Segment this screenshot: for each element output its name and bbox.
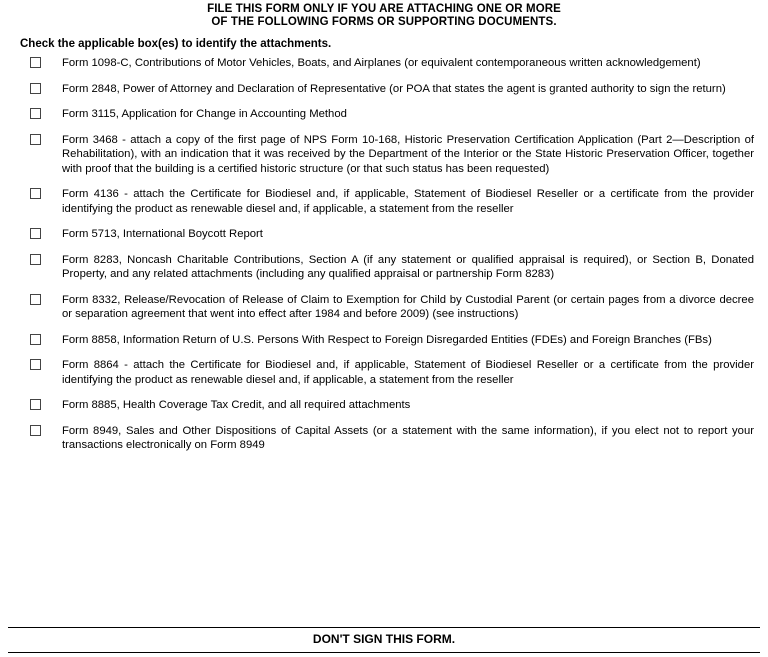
- checkbox-form-8885[interactable]: [30, 399, 41, 410]
- list-item-label: Form 8949, Sales and Other Dispositions of Capital Assets (or a statement with the same information), if you elect not to report your transactions electronically on Form 8949: [62, 424, 754, 451]
- list-item[interactable]: [8, 358, 760, 387]
- checkbox-cell: [8, 398, 62, 410]
- list-item[interactable]: [8, 56, 760, 71]
- list-item-label: Form 3468 - attach a copy of the first page of NPS Form 10-168, Historic Preservation Certification Application (Part 2—Description of Rehabilitation), with an indication that it was received by the Department of the Interior or the State Historic Preservation Officer, together with proof that the building is a certified historic structure (or that such status has been requested): [62, 133, 754, 175]
- checkbox-cell: [8, 82, 62, 94]
- checkbox-cell: [8, 358, 62, 370]
- list-item[interactable]: [8, 333, 760, 348]
- page-heading: [8, 0, 760, 29]
- list-item[interactable]: [8, 398, 760, 413]
- list-item[interactable]: [8, 293, 760, 322]
- page-heading-line-1: FILE THIS FORM ONLY IF YOU ARE ATTACHING ONE OR MORE: [207, 3, 561, 15]
- checkbox-form-8332[interactable]: [30, 294, 41, 305]
- checkbox-cell: [8, 227, 62, 239]
- list-item[interactable]: [8, 133, 760, 177]
- list-item[interactable]: [8, 253, 760, 282]
- checkbox-form-8283[interactable]: [30, 254, 41, 265]
- list-item-label: Form 8885, Health Coverage Tax Credit, and all required attachments: [62, 399, 411, 411]
- list-item-label: Form 8864 - attach the Certificate for Biodiesel and, if applicable, Statement of Biodiesel Reseller or a certificate from the provider identifying the product as renewable diesel and, if applicable, a statement from the reseller: [62, 359, 754, 386]
- checkbox-cell: [8, 293, 62, 305]
- checkbox-form-4136[interactable]: [30, 188, 41, 199]
- checkbox-cell: [8, 107, 62, 119]
- page-heading-line-2: OF THE FOLLOWING FORMS OR SUPPORTING DOCUMENTS.: [211, 16, 557, 28]
- list-item-label: Form 4136 - attach the Certificate for Biodiesel and, if applicable, Statement of Biodiesel Reseller or a certificate from the provider identifying the product as renewable diesel and, if applicable, a statement from the reseller: [62, 188, 754, 215]
- list-item[interactable]: [8, 424, 760, 453]
- checkbox-cell: [8, 253, 62, 265]
- list-item-label: Form 8858, Information Return of U.S. Persons With Respect to Foreign Disregarded Entities (FDEs) and Foreign Branches (FBs): [62, 333, 712, 346]
- divider-top: [8, 627, 760, 628]
- footer-notice: DON'T SIGN THIS FORM.: [312, 632, 456, 646]
- list-item-label: Form 8332, Release/Revocation of Release of Claim to Exemption for Child by Custodial Parent (or certain pages from a divorce decree or separation agreement that went into effect after 1984 and before 2009) (see instructions): [62, 293, 754, 320]
- list-item[interactable]: [8, 227, 760, 242]
- attachment-checklist: [8, 56, 760, 453]
- list-item-label: Form 1098-C, Contributions of Motor Vehicles, Boats, and Airplanes (or equivalent contemporaneous written acknowledgement): [62, 57, 701, 69]
- checkbox-form-3468[interactable]: [30, 134, 41, 145]
- checkbox-form-5713[interactable]: [30, 228, 41, 239]
- list-item-label: Form 2848, Power of Attorney and Declaration of Representative (or POA that states the agent is granted authority to sign the return): [62, 82, 726, 95]
- list-item-label: Form 5713, International Boycott Report: [62, 228, 263, 240]
- checkbox-cell: [8, 424, 62, 436]
- checkbox-form-8864[interactable]: [30, 359, 41, 370]
- checkbox-cell: [8, 56, 62, 68]
- checkbox-form-8949[interactable]: [30, 425, 41, 436]
- checkbox-cell: [8, 333, 62, 345]
- instruction-text: Check the applicable box(es) to identify the attachments.: [20, 38, 332, 50]
- checkbox-form-8858[interactable]: [30, 334, 41, 345]
- checkbox-form-3115[interactable]: [30, 108, 41, 119]
- list-item[interactable]: [8, 107, 760, 122]
- divider-bottom: [8, 652, 760, 653]
- list-item[interactable]: [8, 187, 760, 216]
- checkbox-form-2848[interactable]: [30, 83, 41, 94]
- checkbox-cell: [8, 133, 62, 145]
- checkbox-form-1098-c[interactable]: [30, 57, 41, 68]
- list-item[interactable]: [8, 82, 760, 97]
- list-item-label: Form 8283, Noncash Charitable Contributions, Section A (if any statement or qualified appraisal is required), or Section B, Donated Property, and any related attachments (including any qualified appraisal or partnership Form 8283): [62, 253, 754, 280]
- list-item-label: Form 3115, Application for Change in Accounting Method: [62, 108, 347, 120]
- checkbox-cell: [8, 187, 62, 199]
